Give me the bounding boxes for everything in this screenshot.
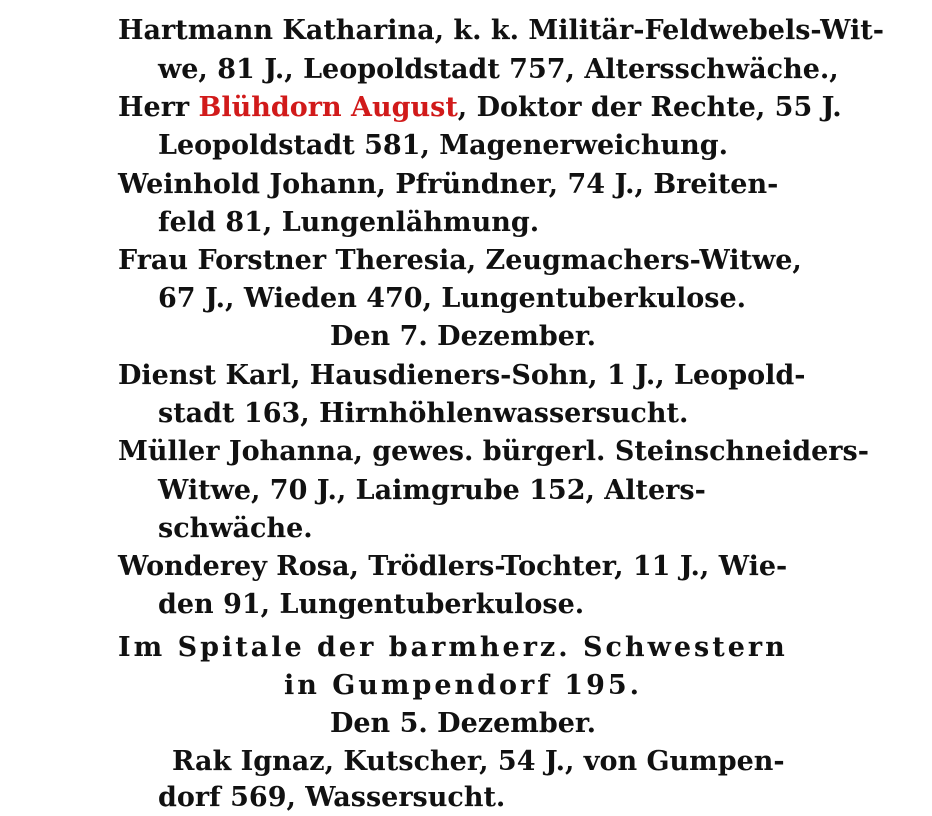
text-line-prefix: Herr <box>118 92 199 123</box>
text-line: Müller Johanna, gewes. bürgerl. Steinschneiders- <box>118 436 869 467</box>
text-line: Hartmann Katharina, k. k. Militär-Feldwebels-Wit- <box>118 15 884 46</box>
section-heading: Den 7. Dezember. <box>329 321 597 352</box>
text-line: 67 J., Wieden 470, Lungentuberkulose. <box>158 283 747 314</box>
text-line: we, 81 J., Leopoldstadt 757, Altersschwäche., <box>158 54 839 85</box>
text-line: Wonderey Rosa, Trödlers-Tochter, 11 J., Wie- <box>118 551 788 582</box>
text-line: stadt 163, Hirnhöhlenwassersucht. <box>158 398 689 429</box>
section-heading: Den 5. Dezember. <box>329 708 597 739</box>
text-line: Weinhold Johann, Pfründner, 74 J., Breiten- <box>118 169 779 200</box>
text-line: dorf 569, Wassersucht. <box>158 782 506 813</box>
text-line <box>118 90 842 126</box>
text-line: Witwe, 70 J., Laimgrube 152, Alters- <box>158 475 706 506</box>
text-line: feld 81, Lungenlähmung. <box>158 207 540 238</box>
text-line-suffix: , Doktor der Rechte, 55 J. <box>457 92 842 123</box>
highlighted-name: Blühdorn August <box>198 92 458 123</box>
section-heading: Im Spitale der barmherz. Schwestern <box>118 632 788 663</box>
text-line: Dienst Karl, Hausdieners-Sohn, 1 J., Leopold- <box>118 360 806 391</box>
text-line: den 91, Lungentuberkulose. <box>158 589 585 620</box>
text-line: schwäche. <box>158 513 313 544</box>
section-heading: in Gumpendorf 195. <box>283 670 643 701</box>
text-line: Frau Forstner Theresia, Zeugmachers-Witwe, <box>118 245 802 276</box>
text-line: Rak Ignaz, Kutscher, 54 J., von Gumpen- <box>172 746 785 777</box>
text-line: Leopoldstadt 581, Magenerweichung. <box>158 130 729 161</box>
